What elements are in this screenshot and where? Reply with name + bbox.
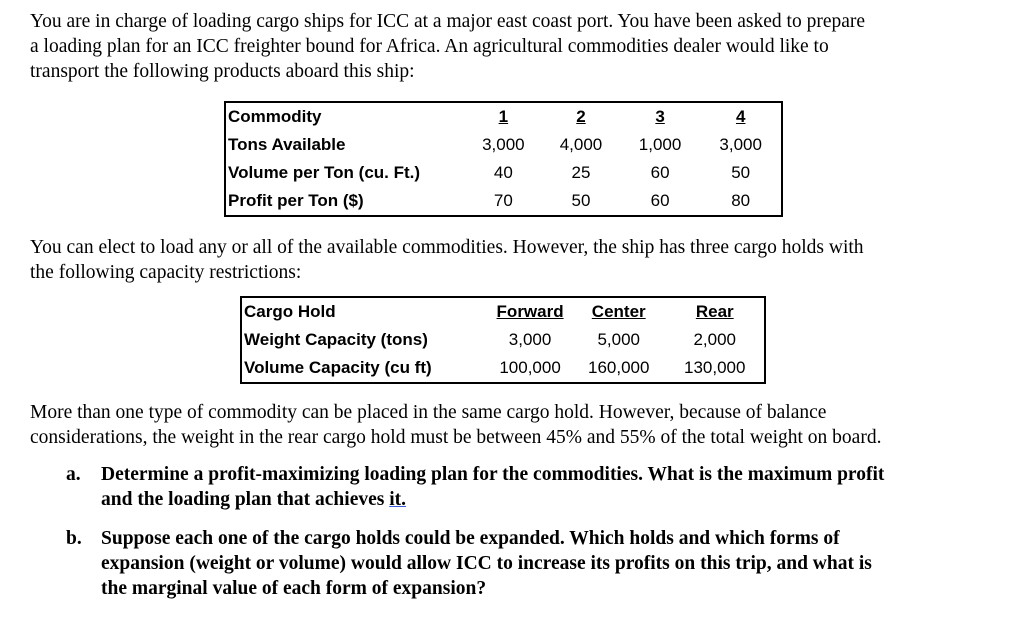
table-row xyxy=(241,326,765,354)
commodity-header-label: Commodity xyxy=(228,107,322,126)
commodity-col-4: 4 xyxy=(735,107,746,126)
question-b xyxy=(66,526,996,601)
table-cell: 4,000 xyxy=(559,135,603,154)
balance-line-2: considerations, the weight in the rear cargo hold must be between 45% and 55% of the total weight on board. xyxy=(30,427,882,448)
table-row xyxy=(225,159,782,187)
question-a-line-1: Determine a profit-maximizing loading plan for the commodities. What is the maximum profit xyxy=(101,464,885,485)
table-cell: 160,000 xyxy=(588,358,650,377)
table-cell: 3,000 xyxy=(482,135,525,154)
table-cell: 1,000 xyxy=(638,135,682,154)
commodity-header-row xyxy=(225,102,782,131)
question-a xyxy=(66,462,996,512)
question-b-marker: b. xyxy=(66,528,82,549)
hold-col-rear: Rear xyxy=(695,302,734,321)
row-label-volume-per-ton: Volume per Ton (cu. Ft.) xyxy=(228,163,421,182)
table-row xyxy=(225,131,782,159)
question-b-line-3: the marginal value of each form of expansion? xyxy=(101,578,487,599)
table-cell: 60 xyxy=(650,163,670,182)
row-label-volume-capacity: Volume Capacity (cu ft) xyxy=(244,358,432,377)
capacity-line-2: the following capacity restrictions: xyxy=(30,262,302,283)
table-cell: 50 xyxy=(571,191,591,210)
table-cell: 3,000 xyxy=(719,135,762,154)
row-label-tons-available: Tons Available xyxy=(228,135,346,154)
question-b-line-2: expansion (weight or volume) would allow ICC to increase its profits on this trip, and what is xyxy=(101,553,872,574)
intro-line-3: transport the following products aboard this ship: xyxy=(30,61,415,82)
question-b-line-1: Suppose each one of the cargo holds could be expanded. Which holds and which forms of xyxy=(101,528,840,549)
table-cell: 60 xyxy=(650,191,670,210)
hold-col-center: Center xyxy=(591,302,646,321)
intro-line-1: You are in charge of loading cargo ships for ICC at a major east coast port. You have been asked to prepare xyxy=(30,11,866,32)
table-cell: 40 xyxy=(493,163,513,182)
table-cell: 2,000 xyxy=(693,330,737,349)
capacity-paragraph xyxy=(30,235,1005,285)
table-cell: 5,000 xyxy=(597,330,640,349)
table-cell: 25 xyxy=(571,163,591,182)
cargo-hold-table xyxy=(240,296,766,384)
table-cell: 3,000 xyxy=(508,330,552,349)
row-label-weight-capacity: Weight Capacity (tons) xyxy=(244,330,428,349)
table-cell: 80 xyxy=(731,191,751,210)
commodity-col-2: 2 xyxy=(576,107,586,126)
intro-line-2: a loading plan for an ICC freighter bound for Africa. An agricultural commodities dealer would like to xyxy=(30,36,829,57)
table-row xyxy=(225,187,782,216)
table-cell: 130,000 xyxy=(684,358,746,377)
hold-header-label: Cargo Hold xyxy=(244,302,336,321)
question-a-line-2: and the loading plan that achieves xyxy=(101,489,390,510)
commodity-col-1: 1 xyxy=(498,107,509,126)
row-label-profit-per-ton: Profit per Ton ($) xyxy=(228,191,364,210)
table-row xyxy=(241,354,765,383)
commodity-table xyxy=(224,101,783,217)
balance-line-1: More than one type of commodity can be placed in the same cargo hold. However, because of balance xyxy=(30,402,827,423)
table-cell: 100,000 xyxy=(499,358,561,377)
balance-paragraph xyxy=(30,400,1005,450)
hold-col-forward: Forward xyxy=(496,302,564,321)
question-a-marker: a. xyxy=(66,464,81,485)
commodity-col-3: 3 xyxy=(655,107,665,126)
intro-paragraph xyxy=(30,9,1005,84)
question-a-underlined-word: it. xyxy=(389,489,407,510)
table-cell: 70 xyxy=(493,191,513,210)
hold-header-row xyxy=(241,297,765,326)
capacity-line-1: You can elect to load any or all of the available commodities. However, the ship has three cargo holds with xyxy=(30,237,864,258)
table-cell: 50 xyxy=(731,163,751,182)
